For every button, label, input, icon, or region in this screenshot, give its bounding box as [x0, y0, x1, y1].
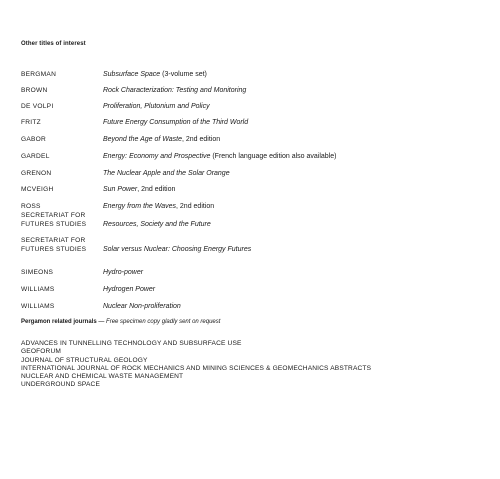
entry-title [103, 185, 491, 194]
entry-title [103, 302, 491, 311]
entry-title [103, 169, 491, 178]
title-entry [21, 152, 491, 161]
title-entry [21, 302, 491, 311]
journals-label: Pergamon related journals [21, 319, 97, 325]
book-title: Energy: Economy and Prospective [103, 153, 211, 160]
entry-title [103, 102, 491, 111]
journal-item: UNDERGROUND SPACE [21, 381, 100, 389]
entry-author [21, 185, 103, 194]
author-line: WILLIAMS [21, 286, 55, 293]
title-suffix: , 2nd edition [182, 136, 221, 143]
entry-title [103, 135, 491, 144]
title-suffix: , 2nd edition [176, 203, 215, 210]
book-title: Beyond the Age of Waste [103, 136, 182, 143]
title-suffix: (French language edition also available) [210, 153, 337, 160]
title-entry [21, 268, 491, 277]
author-line: FUTURES STUDIES [21, 221, 87, 228]
entry-title [103, 220, 491, 229]
entry-author [21, 302, 103, 311]
book-title: Proliferation, Plutonium and Policy [103, 103, 210, 110]
author-line: SECRETARIAT FOR [21, 212, 86, 219]
title-entry [21, 70, 491, 79]
entry-author [21, 236, 103, 254]
author-line: ROSS [21, 203, 41, 210]
book-title: Subsurface Space [103, 71, 161, 78]
author-line: MCVEIGH [21, 186, 54, 193]
entry-author [21, 86, 103, 95]
entry-author [21, 202, 103, 211]
book-title: Solar versus Nuclear: Choosing Energy Futures [103, 246, 252, 253]
journals-note: — Free specimen copy gladly sent on request [96, 319, 221, 325]
title-suffix: (3-volume set) [160, 71, 207, 78]
title-entry [21, 236, 491, 254]
title-entry [21, 86, 491, 95]
book-title: Energy from the Waves [103, 203, 177, 210]
entry-title [103, 118, 491, 127]
author-line: FUTURES STUDIES [21, 246, 87, 253]
title-entry [21, 169, 491, 178]
book-title: Hydro-power [103, 269, 144, 276]
entry-author [21, 118, 103, 127]
journal-item: ADVANCES IN TUNNELLING TECHNOLOGY AND SUBSURFACE USE [21, 340, 242, 347]
book-title: Resources, Society and the Future [103, 221, 211, 228]
section-heading: Other titles of interest [21, 41, 86, 47]
journal-item: INTERNATIONAL JOURNAL OF ROCK MECHANICS AND MINING SCIENCES & GEOMECHANICS ABSTRACTS [21, 364, 372, 372]
title-entry [21, 118, 491, 127]
entry-title [103, 245, 491, 254]
title-suffix: , 2nd edition [137, 186, 176, 193]
author-line: SECRETARIAT FOR [21, 237, 86, 244]
journal-item: GEOFORUM [21, 348, 62, 356]
book-title: Nuclear Non-proliferation [103, 303, 181, 310]
entry-author [21, 102, 103, 111]
entry-author [21, 268, 103, 277]
entry-author [21, 285, 103, 294]
book-title: Future Energy Consumption of the Third World [103, 119, 249, 126]
title-entry [21, 185, 491, 194]
title-entry [21, 211, 491, 229]
entry-author [21, 169, 103, 178]
entry-author [21, 152, 103, 161]
book-title: The Nuclear Apple and the Solar Orange [103, 170, 230, 177]
entry-title [103, 268, 491, 277]
author-line: FRITZ [21, 119, 41, 126]
book-title: Rock Characterization: Testing and Monitoring [103, 87, 247, 94]
book-title: Hydrogen Power [103, 286, 156, 293]
journals-heading [21, 319, 220, 325]
journal-item: NUCLEAR AND CHEMICAL WASTE MANAGEMENT [21, 373, 184, 381]
author-line: WILLIAMS [21, 303, 55, 310]
entry-title [103, 86, 491, 95]
entry-title [103, 202, 491, 211]
author-line: GARDEL [21, 153, 50, 160]
author-line: BROWN [21, 87, 48, 94]
journals-list [21, 340, 371, 390]
title-entry [21, 102, 491, 111]
entry-title [103, 152, 491, 161]
author-line: GABOR [21, 136, 47, 143]
entry-author [21, 135, 103, 144]
title-entry [21, 202, 491, 211]
entry-author [21, 70, 103, 79]
author-line: BERGMAN [21, 71, 57, 78]
journal-item: JOURNAL OF STRUCTURAL GEOLOGY [21, 356, 148, 364]
author-line: DE VOLPI [21, 103, 54, 110]
title-entry [21, 285, 491, 294]
author-line: GRENON [21, 170, 52, 177]
title-entry [21, 135, 491, 144]
entry-title [103, 70, 491, 79]
entry-author [21, 211, 103, 229]
author-line: SIMEONS [21, 269, 54, 276]
entry-title [103, 285, 491, 294]
book-title: Sun Power [103, 186, 138, 193]
